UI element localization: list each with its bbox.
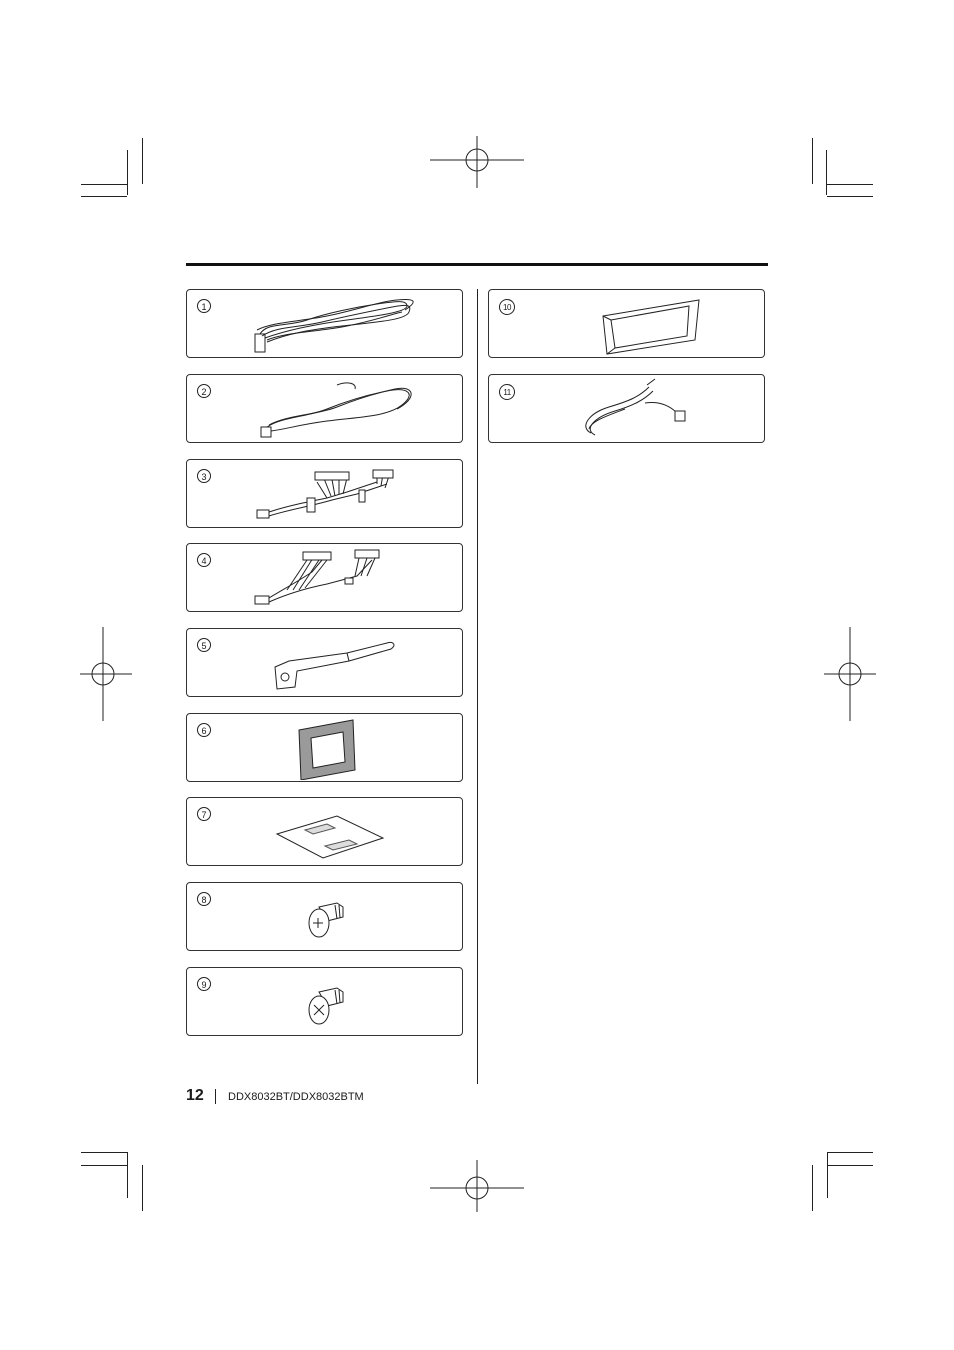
part-number: 3 [197, 469, 211, 483]
column-divider [477, 289, 478, 1084]
part-box-8 [186, 882, 463, 951]
part-box-1 [186, 289, 463, 358]
part-box-7 [186, 797, 463, 866]
microphone-cable-icon [529, 377, 759, 441]
trim-plate-icon [227, 716, 457, 780]
part-box-4 [186, 543, 463, 612]
part-number: 2 [197, 384, 211, 398]
rca-cable-icon [227, 462, 457, 526]
header-rule [186, 263, 768, 266]
part-number: 9 [197, 977, 211, 991]
registration-mark-top [430, 136, 524, 188]
screw-icon [227, 885, 457, 949]
part-box-2 [186, 374, 463, 443]
part-box-6 [186, 713, 463, 782]
extension-cable-icon [227, 377, 457, 441]
part-number: 6 [197, 723, 211, 737]
part-box-9 [186, 967, 463, 1036]
part-box-11 [488, 374, 765, 443]
model-name: DDX8032BT/DDX8032BTM [228, 1091, 364, 1103]
page-number: 12 [186, 1087, 204, 1104]
registration-mark-left [80, 627, 132, 721]
part-number: 11 [499, 384, 515, 400]
part-box-10 [488, 289, 765, 358]
escutcheon-frame-icon [529, 292, 759, 356]
part-box-3 [186, 459, 463, 528]
removal-key-icon [227, 631, 457, 695]
part-number: 5 [197, 638, 211, 652]
part-number: 4 [197, 553, 211, 567]
part-number: 10 [499, 299, 515, 315]
part-box-5 [186, 628, 463, 697]
part-number: 8 [197, 892, 211, 906]
screw-icon [227, 970, 457, 1034]
rca-cable-icon [227, 546, 457, 610]
footer-separator [215, 1089, 216, 1104]
part-number: 1 [197, 299, 211, 313]
wiring-harness-icon [227, 292, 457, 356]
adhesive-sheet-icon [227, 800, 457, 864]
part-number: 7 [197, 807, 211, 821]
registration-mark-right [824, 627, 876, 721]
registration-mark-bottom [430, 1160, 524, 1212]
